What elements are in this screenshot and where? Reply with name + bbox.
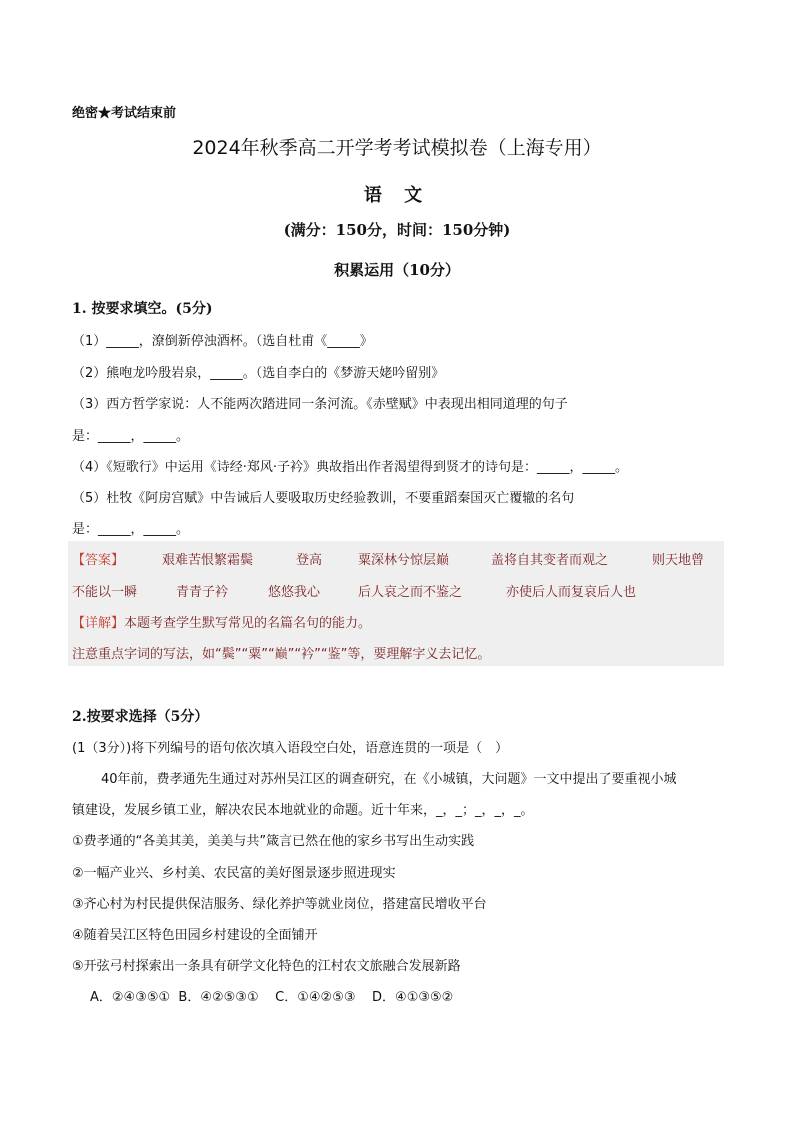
answer-10: 亦使后人而复哀后人也 bbox=[506, 585, 637, 600]
q1-line-2: （2）熊咆龙吟殷岩泉，_____。（选自李白的《梦游天姥吟留别》 bbox=[72, 366, 445, 381]
answer-7: 青青子衿 bbox=[176, 585, 229, 600]
answer-2: 登高 bbox=[296, 553, 323, 568]
score-time-info: (满分：150分，时间：150分钟) bbox=[283, 221, 511, 239]
detail-tag: 【详解】 bbox=[72, 616, 125, 631]
q2-options: A．②④③⑤① B．④②⑤③① C．①④②⑤③ D．④①③⑤② bbox=[90, 990, 454, 1005]
q2-item-2: ②一幅产业兴、乡村美、农民富的美好图景逐步照进现实 bbox=[72, 866, 396, 881]
answer-6: 不能以一瞬 bbox=[72, 585, 138, 600]
question-1-heading: 1. 按要求填空。(5分) bbox=[72, 301, 213, 317]
detail-note: 注意重点字词的写法，如“鬓”“粟”“巅”“衿”“鉴”等，要理解字义去记忆。 bbox=[72, 647, 491, 662]
detail-text: 本题考查学生默写常见的名篇名句的能力。 bbox=[124, 616, 372, 631]
q1-line-1: （1）_____，潦倒新停浊酒杯。（选自杜甫《_____》 bbox=[72, 334, 373, 349]
q1-line-6: （5）杜牧《阿房宫赋》中告诫后人要吸取历史经验教训，不要重蹈秦国灭亡覆辙的名句 bbox=[72, 491, 575, 506]
answer-8: 悠悠我心 bbox=[268, 585, 321, 600]
q1-line-7: 是：_____，_____。 bbox=[72, 522, 190, 537]
q1-line-3: （3）西方哲学家说：人不能两次踏进同一条河流。《赤壁赋》中表现出相同道理的句子 bbox=[72, 397, 568, 412]
answer-tag: 【答案】 bbox=[72, 553, 125, 568]
q2-item-4: ④随着吴江区特色田园乡村建设的全面铺开 bbox=[72, 928, 318, 943]
answer-4: 盖将自其变者而观之 bbox=[491, 553, 609, 568]
answer-9: 后人哀之而不鉴之 bbox=[358, 585, 463, 600]
answer-1: 艰难苦恨繁霜鬓 bbox=[162, 553, 254, 568]
q2-subquestion: (1（3分）)将下列编号的语句依次填入语段空白处，语意连贯的一项是（ ） bbox=[72, 741, 509, 756]
q2-item-3: ③齐心村为村民提供保洁服务、绿化养护等就业岗位，搭建富民增收平台 bbox=[72, 897, 487, 912]
q2-passage-line-1: 40年前，费孝通先生通过对苏州吴江区的调查研究，在《小城镇，大问题》一文中提出了要重视小城 bbox=[101, 772, 677, 787]
confidential-label: 绝密★考试结束前 bbox=[72, 106, 177, 121]
section-heading: 积累运用（10分） bbox=[334, 261, 460, 279]
q1-line-4: 是：_____，_____。 bbox=[72, 429, 190, 444]
question-2-heading: 2.按要求选择（5分） bbox=[72, 709, 209, 725]
q2-passage-line-2: 镇建设，发展乡镇工业，解决农民本地就业的命题。近十年来，_，_；_，_，_。 bbox=[72, 803, 534, 818]
exam-title: 2024年秋季高二开学考考试模拟卷（上海专用） bbox=[192, 137, 602, 159]
q2-item-1: ①费孝通的“各美其美，美美与共”箴言已然在他的家乡书写出生动实践 bbox=[72, 834, 475, 849]
subject-title: 语 文 bbox=[363, 185, 431, 206]
q2-item-5: ⑤开弦弓村探索出一条具有研学文化特色的江村农文旅融合发展新路 bbox=[72, 959, 461, 974]
detail-row bbox=[72, 612, 371, 631]
answer-5: 则天地曾 bbox=[652, 553, 705, 568]
q1-line-5: （4）《短歌行》中运用《诗经·郑风·子衿》典故指出作者渴望得到贤才的诗句是：_____，_____。 bbox=[72, 460, 629, 475]
answer-3: 粟深林兮惊层巅 bbox=[358, 553, 450, 568]
